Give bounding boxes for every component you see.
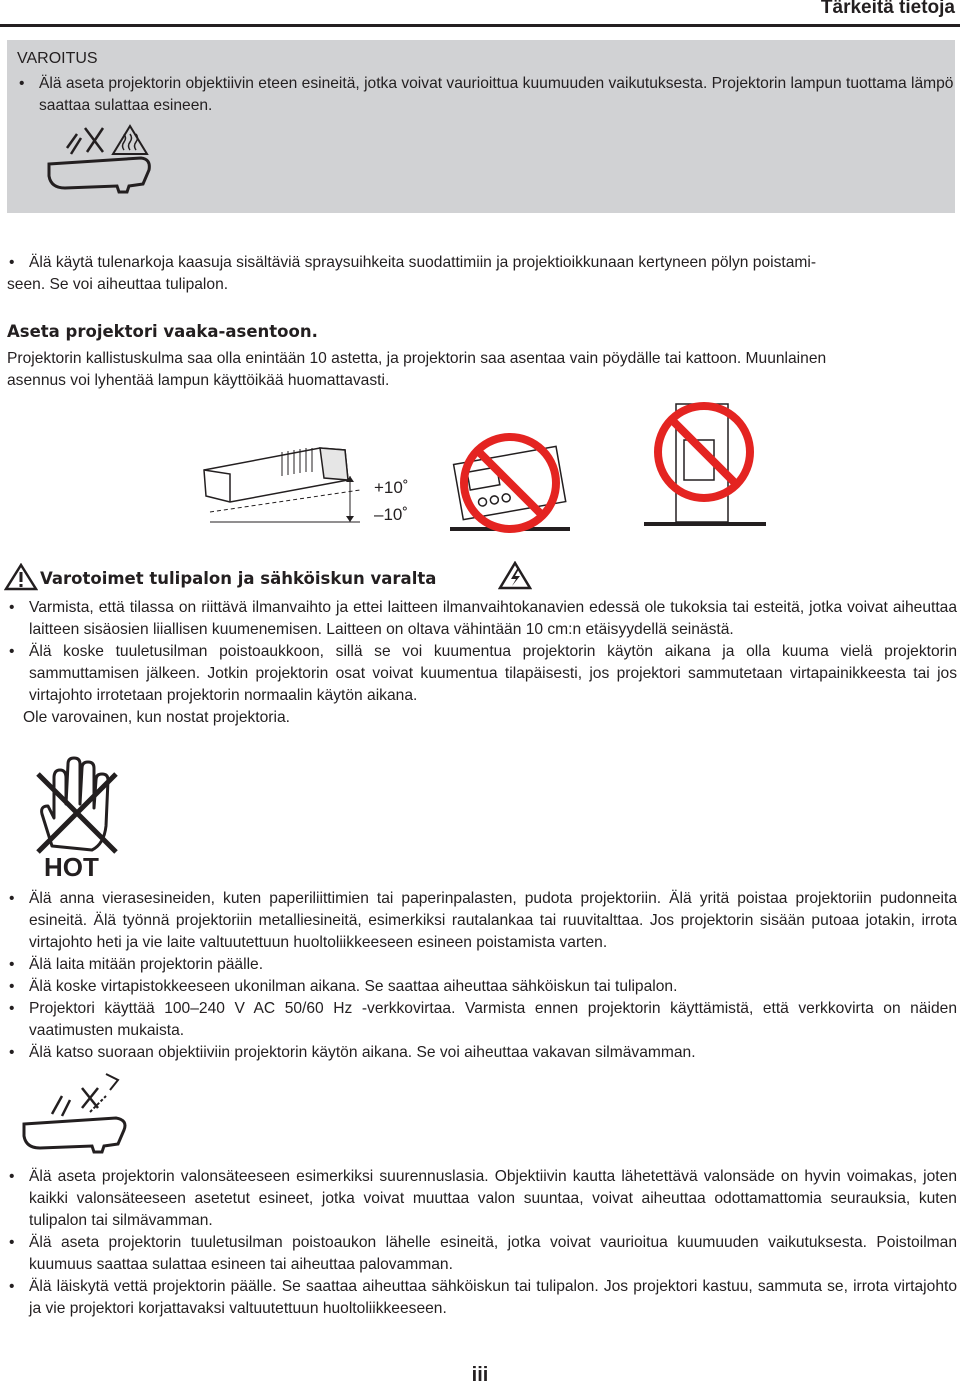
- page-number: iii: [471, 1364, 489, 1386]
- orientation-text-line-1: Projektorin kallistuskulma saa olla enintään 10 astetta, ja projektorin saa asentaa vain pöydälle tai kattoon. Muunlainen: [7, 350, 827, 367]
- spray-warning-line-2: seen. Se voi aiheuttaa tulipalon.: [7, 276, 229, 293]
- warning-triangle-icon: [4, 563, 38, 591]
- fire-bullet-1: • Varmista, että tilassa on riittävä ilmanvaihto ja ettei laitteen ilmanvaihtokanavien edessä ole tukoksia tai esteitä, jotka voivat aiheuttaa laitteen sisäosien liiallisen kuumenemisen. Laitteen on oltava vähintään 10 cm:n etäisyydellä seinästä.: [7, 597, 957, 641]
- orientation-heading: Aseta projektori vaaka-asentoon.: [7, 322, 318, 341]
- fire-shock-heading: Varotoimet tulipalon ja sähköiskun varalta: [40, 569, 437, 588]
- lens-eye-bullet: • Älä katso suoraan objektiiviin projektorin käytön aikana. Se voi aiheuttaa vakavan silmävamman.: [7, 1042, 957, 1064]
- angle-minus-label: –10˚: [374, 505, 409, 524]
- spray-warning: [7, 252, 960, 296]
- warning-box: [7, 40, 955, 213]
- hot-label: HOT: [44, 852, 99, 882]
- bottom-bullets: [7, 1166, 957, 1320]
- exhaust-vent-bullet: • Älä aseta projektorin tuuletusilman poistoaukon lähelle esineitä, jotka voivat vaurioitua kuumuuden vaikutuksesta. Poistoilman kuumuus saattaa sulattaa esineen tai aiheuttaa palovamman.: [7, 1232, 957, 1276]
- spray-warning-line-1: • Älä käytä tulenarkoja kaasuja sisältäviä spraysuihkeita suodattimiin ja projektioikkunaan kertyneen pölyn poistami-: [29, 254, 817, 271]
- projector-heat-warning-icon: [43, 124, 163, 204]
- prohibited-vertical-projector-icon: [640, 400, 770, 530]
- foreign-objects-bullet: • Älä anna vierasesineiden, kuten paperiliittimien tai paperinpalasten, pudota projektoriin. Älä yritä poistaa projektoriin pudonneita esineitä. Älä työnnä projektoriin metalliesineitä, esimerkiksi rautalankaa tai ruuvitalttaa. Jos projektorin sisään putoaa jotakin, irrota virtajohto heti ja vie laite valtuutettuun huoltoliikkeeseen esineen poistamista varten.: [7, 888, 957, 954]
- fire-bullets: [7, 597, 957, 729]
- orientation-text-line-2: asennus voi lyhentää lampun käyttöikää huomattavasti.: [7, 372, 390, 389]
- general-bullets: [7, 888, 957, 1064]
- page-header: [0, 0, 960, 20]
- water-bullet: • Älä läiskytä vettä projektorin päälle. Se saattaa aiheuttaa sähköiskun tai tulipalon. Jos projektori kastuu, sammuta se, irrota virtajohto ja vie projektori korjattavaksi valtuutettuun huoltoliikkeeseen.: [7, 1276, 957, 1320]
- thunderstorm-bullet: • Älä koske virtapistokkeeseen ukonilman aikana. Se saattaa aiheuttaa sähköiskun tai tulipalon.: [7, 976, 957, 998]
- magnifier-bullet: • Älä aseta projektorin valonsäteeseen esimerkiksi suurennuslasia. Objektiivin kautta lähetettävä valonsäde on hyvin voimakas, joten kaikki valonsäteeseen asetetut esineet, jotka voivat muuttaa valon suuntaa, voivat aiheuttaa odottamattomia seurauksia, kuten tulipalon tai silmävamman.: [7, 1166, 957, 1232]
- lift-note: Ole varovainen, kun nostat projektoria.: [23, 709, 290, 726]
- electric-shock-icon: [498, 561, 532, 591]
- prohibited-sideways-projector-icon: [440, 425, 580, 535]
- hot-hand-icon: [30, 756, 120, 866]
- section-title: Tärkeitä tietoja: [820, 0, 955, 18]
- warning-title: VAROITUS: [17, 50, 98, 67]
- fire-bullet-2: • Älä koske tuuletusilman poistoaukkoon, sillä se voi kuumentua projektorin käytön aikana ja olla kuuma vielä projektorin sammuttamisen jälkeen. Jotkin projektorin osat voivat kuumentua tilapäisesti, jos projektori sammutetaan virtapainikkeesta tai jos virtajohto irrotetaan projektorin normaalin käytön aikana.: [7, 641, 957, 707]
- power-supply-bullet: • Projektori käyttää 100–240 V AC 50/60 Hz -verkkovirtaa. Varmista ennen projektorin käyttämistä, että verkkovirta on näiden vaatimusten mukaista.: [7, 998, 957, 1042]
- orientation-text: [7, 348, 957, 392]
- do-not-look-into-lens-icon: [20, 1068, 140, 1158]
- angle-plus-label: +10˚: [374, 478, 409, 497]
- header-divider: [0, 24, 960, 27]
- nothing-on-top-bullet: • Älä laita mitään projektorin päälle.: [7, 954, 957, 976]
- warning-text: • Älä aseta projektorin objektiivin eteen esineitä, jotka voivat vaurioittua kuumuuden vaikutuksesta. Projektorin lampun tuottama lämpö saattaa sulattaa esineen.: [17, 73, 960, 117]
